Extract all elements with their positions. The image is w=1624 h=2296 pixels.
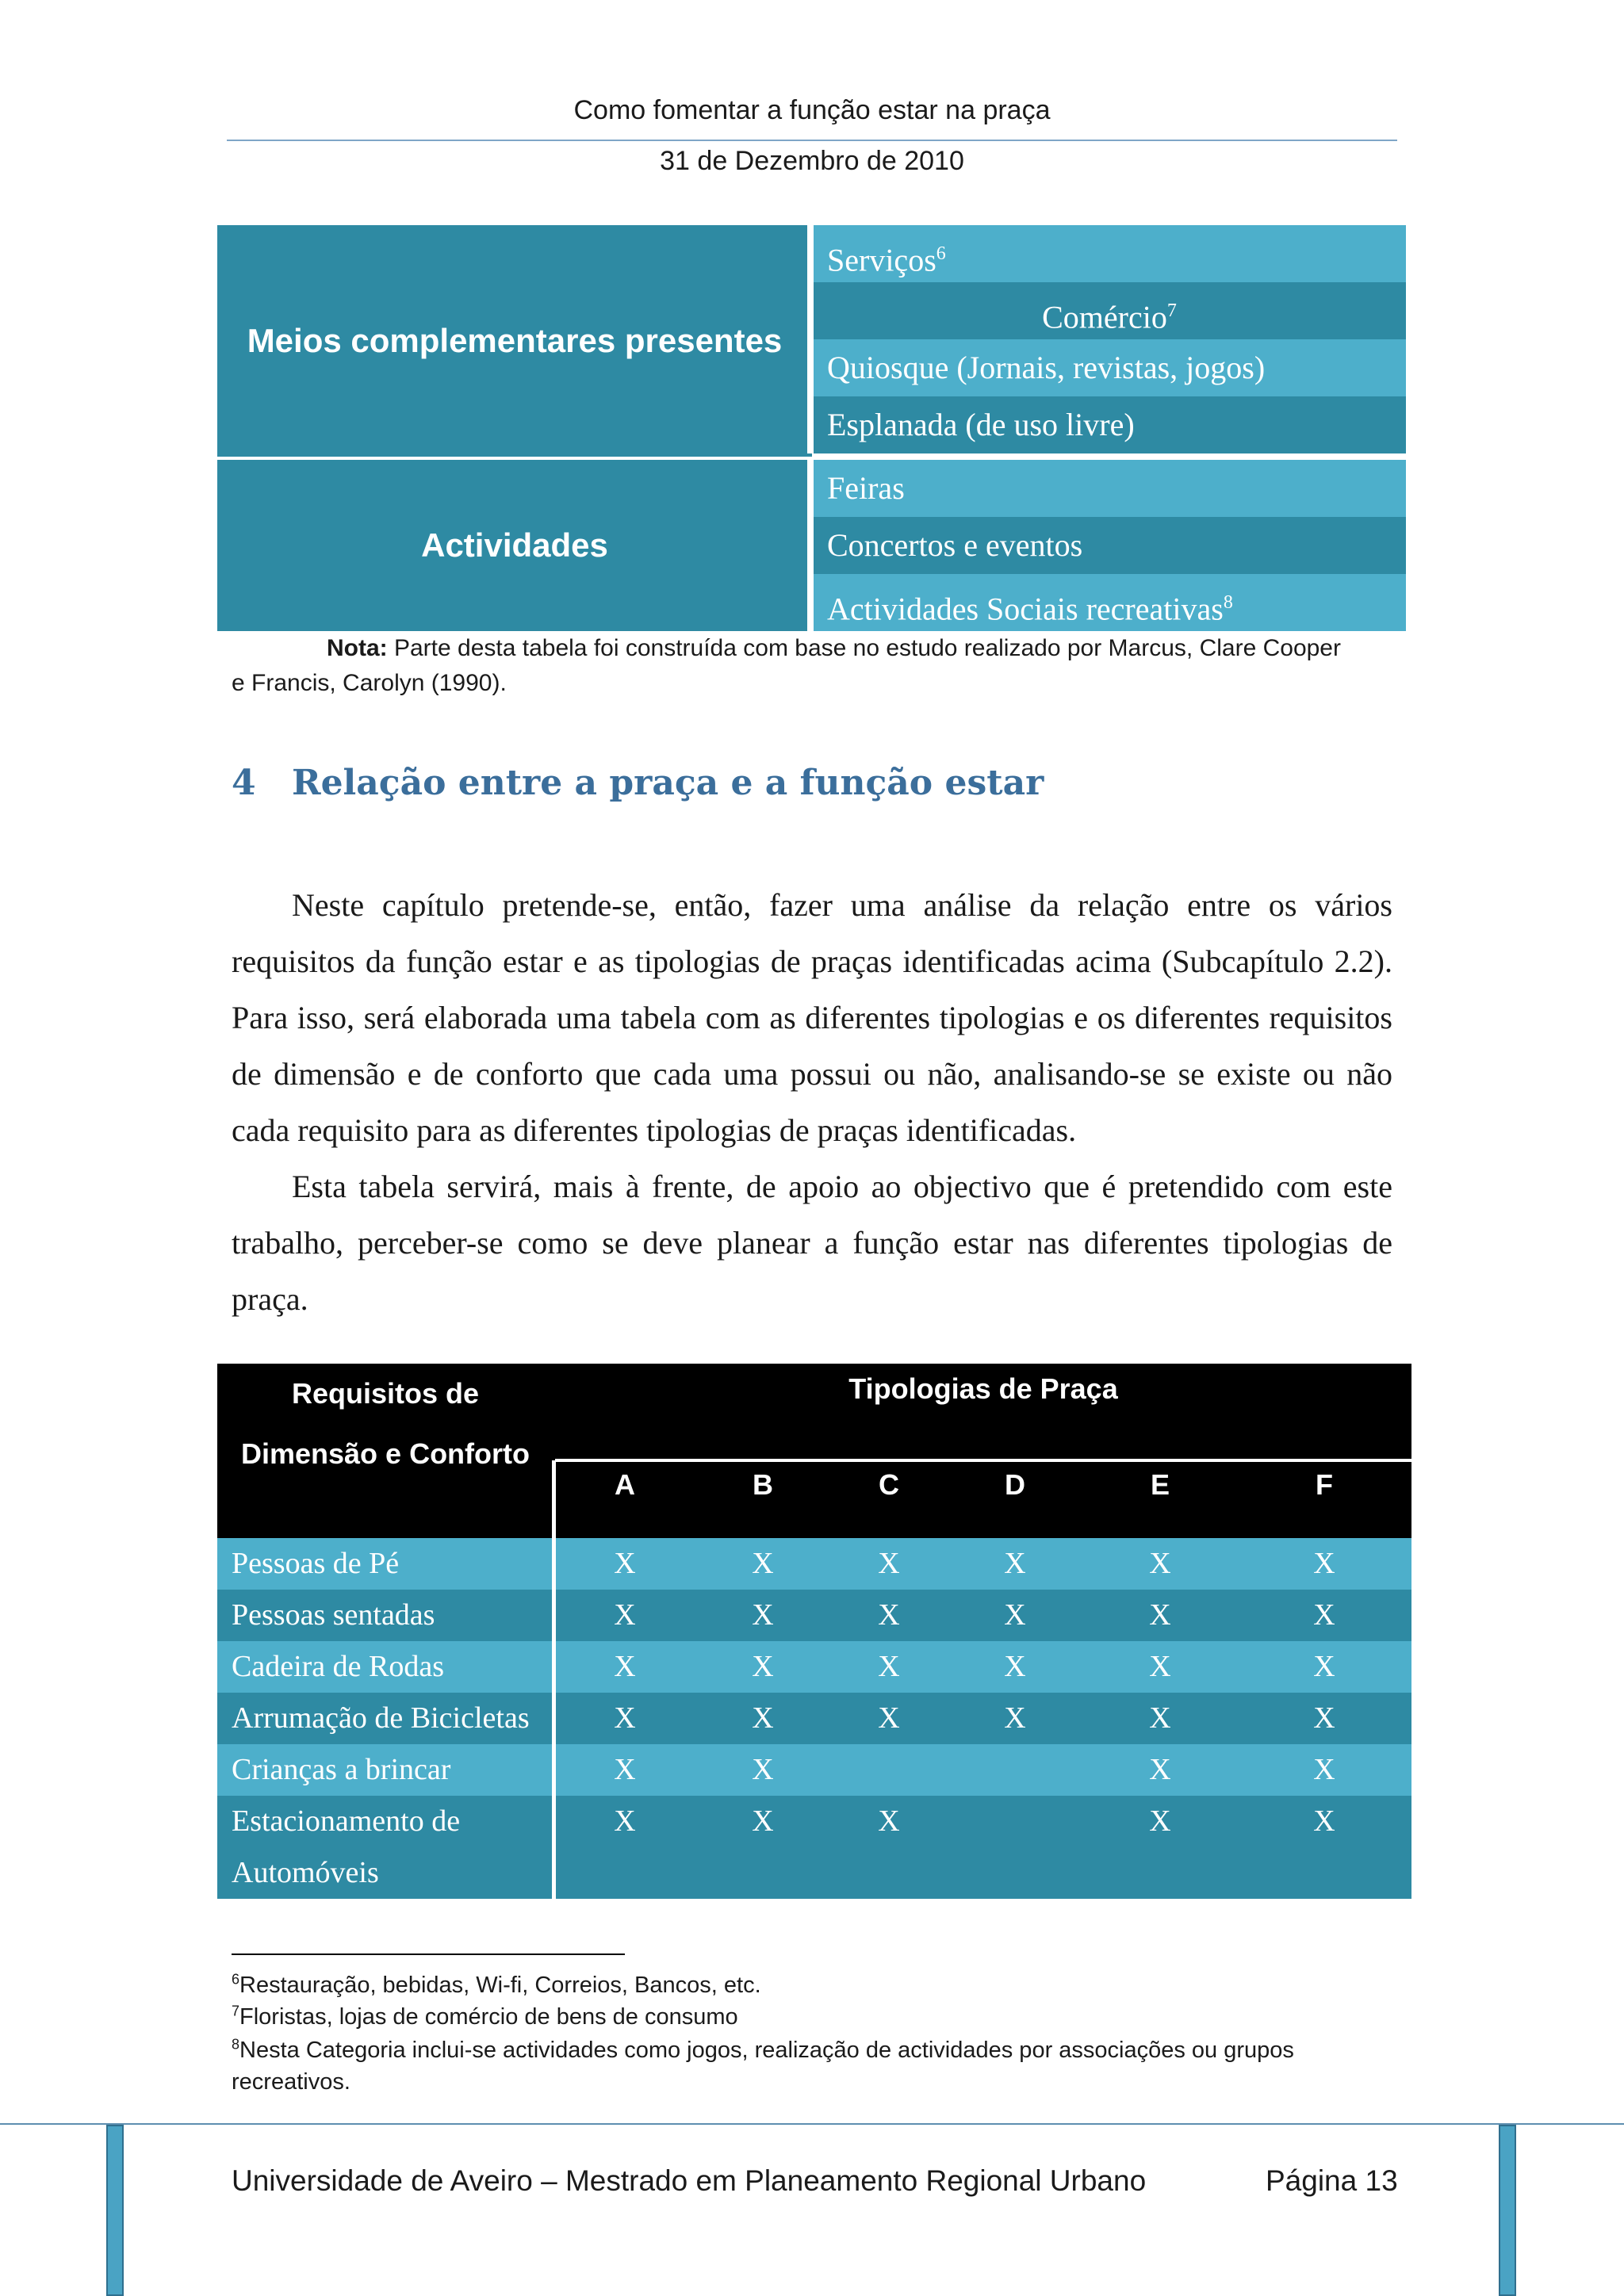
requirements-header-line2: Dimensão e Conforto bbox=[240, 1437, 530, 1470]
presence-mark: X bbox=[1149, 1547, 1171, 1580]
presence-mark: X bbox=[878, 1547, 900, 1580]
presence-mark: X bbox=[1149, 1804, 1171, 1838]
presence-mark: X bbox=[752, 1701, 774, 1735]
table-row bbox=[217, 1590, 1411, 1641]
table1-item: Feiras bbox=[813, 460, 1406, 517]
footnote-7 bbox=[232, 2001, 1405, 2033]
table1-divider bbox=[807, 460, 814, 631]
presence-mark: X bbox=[1313, 1701, 1335, 1735]
requirements-header-line1: Requisitos de bbox=[291, 1377, 480, 1410]
body-paragraph-1: Neste capítulo pretende-se, então, fazer uma análise da relação entre os vários requisitos da função estar e as tipologias de praças identificadas acima (Subcapítulo 2.2). Para isso, será elaborada uma tabela com as diferentes tipologias e os diferentes requisitos de dimensão e de conforto que cada uma possui ou não, analisando-se se existe ou não cada requisito para as diferentes tipologias de praças identificadas. bbox=[232, 887, 1392, 1148]
column-header-b: B bbox=[753, 1468, 773, 1501]
row-label: Cadeira de Rodas bbox=[232, 1650, 445, 1683]
footnote-marker: 6 bbox=[232, 1971, 240, 1988]
table1-item: Actividades Sociais recreativas$^8$ bbox=[813, 574, 1406, 631]
presence-mark: X bbox=[878, 1650, 900, 1683]
presence-mark: X bbox=[1004, 1598, 1026, 1632]
table1-item: Quiosque (Jornais, revistas, jogos) bbox=[813, 339, 1406, 396]
footer-institution: Universidade de Aveiro – Mestrado em Planeamento Regional Urbano bbox=[232, 2164, 1147, 2197]
presence-mark: X bbox=[1004, 1650, 1026, 1683]
presence-mark: X bbox=[752, 1547, 774, 1580]
row-label: Pessoas sentadas bbox=[232, 1598, 435, 1632]
table1-item: Comércio$^7$ bbox=[813, 282, 1406, 339]
row-label: Estacionamento de Automóveis bbox=[232, 1804, 461, 1889]
body-paragraph-2: Esta tabela servirá, mais à frente, de apoio ao objectivo que é pretendido com este trabalho, perceber-se como se deve planear a função estar nas diferentes tipologias de praça. bbox=[232, 1169, 1392, 1317]
presence-mark: X bbox=[1313, 1598, 1335, 1632]
footnote-marker: 8 bbox=[232, 2036, 240, 2053]
table-row bbox=[217, 1693, 1411, 1744]
column-header-d: D bbox=[1005, 1468, 1025, 1501]
table-note bbox=[232, 631, 1397, 701]
typologies-header: Tipologias de Praça bbox=[848, 1372, 1118, 1405]
presence-mark: X bbox=[614, 1650, 636, 1683]
running-header-title: Como fomentar a função estar na praça bbox=[573, 95, 1051, 125]
table-row bbox=[217, 1641, 1411, 1693]
section-number: 4 bbox=[232, 763, 256, 803]
footnote-8 bbox=[232, 2034, 1405, 2098]
footer-rule bbox=[0, 2123, 1624, 2125]
footer-right-bar bbox=[1499, 2125, 1516, 2296]
header-rule bbox=[227, 140, 1397, 141]
presence-mark: X bbox=[752, 1753, 774, 1786]
presence-mark: X bbox=[1313, 1547, 1335, 1580]
footnote-separator bbox=[232, 1954, 625, 1955]
column-header-f: F bbox=[1316, 1468, 1333, 1501]
presence-mark: X bbox=[1149, 1701, 1171, 1735]
footnote-text: Nesta Categoria inclui-se actividades como jogos, realização de actividades por associações ou grupos recreativos. bbox=[232, 2038, 1294, 2095]
presence-mark: X bbox=[614, 1598, 636, 1632]
note-text-line1: Parte desta tabela foi construída com base no estudo realizado por Marcus, Clare Cooper bbox=[387, 635, 1341, 661]
table-row bbox=[217, 1796, 1411, 1899]
column-header-e: E bbox=[1150, 1468, 1170, 1501]
presence-mark: X bbox=[614, 1804, 636, 1838]
footnote-text: Floristas, lojas de comércio de bens de consumo bbox=[239, 2004, 738, 2030]
note-text-line2: e Francis, Carolyn (1990). bbox=[232, 670, 507, 696]
presence-mark: X bbox=[878, 1598, 900, 1632]
requirements-header bbox=[217, 1364, 553, 1484]
table1-group-label: Actividades bbox=[217, 460, 812, 631]
table1-divider bbox=[807, 225, 814, 453]
presence-mark: X bbox=[1149, 1598, 1171, 1632]
header-divider bbox=[555, 1459, 1411, 1462]
row-label: Crianças a brincar bbox=[232, 1753, 451, 1786]
presence-mark: X bbox=[614, 1753, 636, 1786]
running-header-date: 31 de Dezembro de 2010 bbox=[660, 146, 964, 176]
presence-mark: X bbox=[614, 1701, 636, 1735]
column-divider bbox=[552, 1460, 556, 1909]
table1-item: Concertos e eventos bbox=[813, 517, 1406, 574]
table1-item: Esplanada (de uso livre) bbox=[813, 396, 1406, 453]
table1-item: Serviços$^6$ bbox=[813, 225, 1406, 282]
presence-mark: X bbox=[1313, 1650, 1335, 1683]
page-number: Página 13 bbox=[1266, 2164, 1398, 2197]
presence-mark: X bbox=[1149, 1753, 1171, 1786]
presence-mark: X bbox=[878, 1701, 900, 1735]
presence-mark: X bbox=[752, 1650, 774, 1683]
footnote-text: Restauração, bebidas, Wi-fi, Correios, Bancos, etc. bbox=[239, 1973, 761, 1998]
row-label: Pessoas de Pé bbox=[232, 1547, 400, 1580]
presence-mark: X bbox=[878, 1804, 900, 1838]
presence-mark: X bbox=[1004, 1701, 1026, 1735]
table-row bbox=[217, 1744, 1411, 1796]
presence-mark: X bbox=[1149, 1650, 1171, 1683]
presence-mark: X bbox=[1313, 1804, 1335, 1838]
presence-mark: X bbox=[1004, 1547, 1026, 1580]
note-label: Nota: bbox=[327, 635, 388, 661]
footnote-marker: 7 bbox=[232, 2003, 240, 2019]
footnote-6 bbox=[232, 1969, 1405, 2001]
presence-mark: X bbox=[752, 1804, 774, 1838]
section-title: Relação entre a praça e a função estar bbox=[292, 763, 1044, 803]
column-header-a: A bbox=[615, 1468, 635, 1501]
column-header-c: C bbox=[879, 1468, 899, 1501]
presence-mark: X bbox=[614, 1547, 636, 1580]
presence-mark: X bbox=[752, 1598, 774, 1632]
row-label: Arrumação de Bicicletas bbox=[232, 1701, 530, 1735]
presence-mark: X bbox=[1313, 1753, 1335, 1786]
table1-group-label: Meios complementares presentes bbox=[217, 225, 812, 457]
footer-left-bar bbox=[106, 2125, 124, 2296]
table-row bbox=[217, 1538, 1411, 1590]
section-heading bbox=[232, 763, 1044, 803]
